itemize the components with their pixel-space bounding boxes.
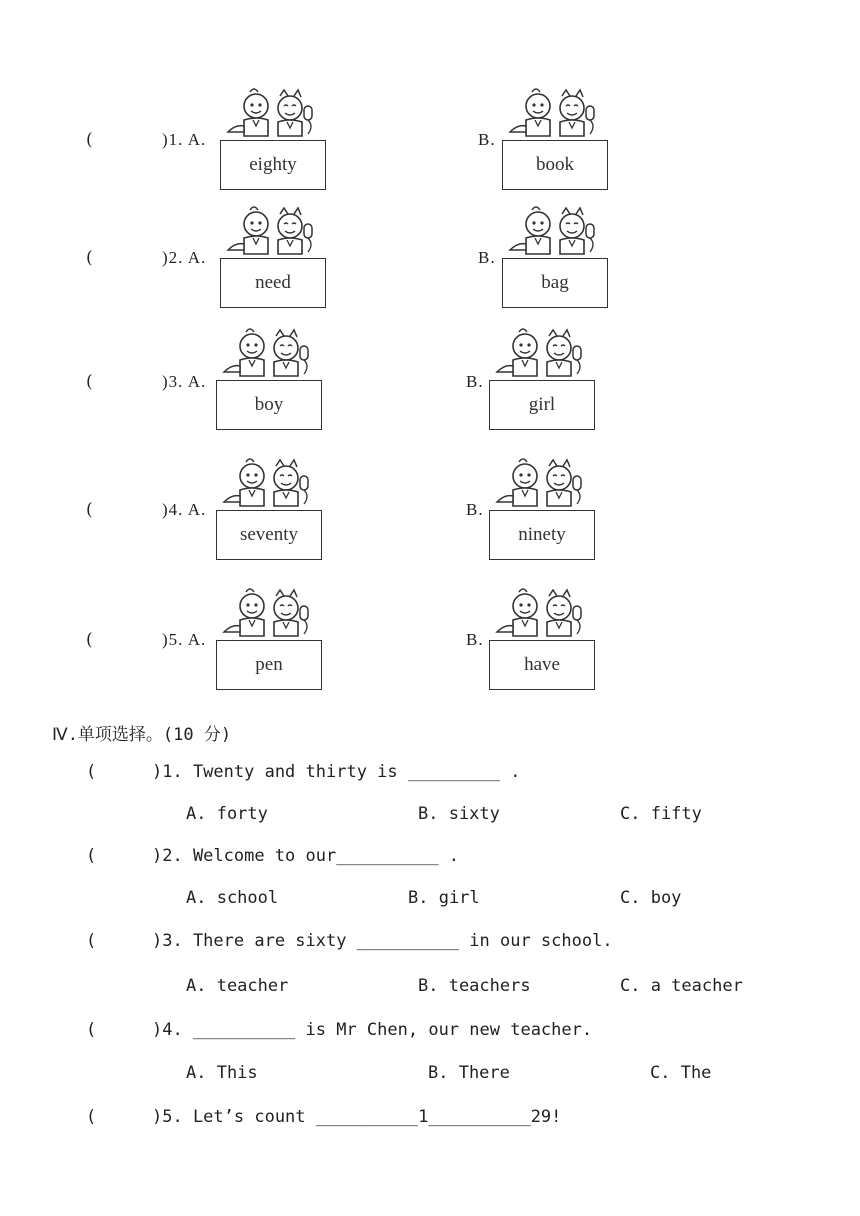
q4-option-b[interactable]: B. There — [428, 1063, 510, 1083]
children-illustration-icon — [489, 456, 595, 512]
item-2-label: )2. A. — [162, 248, 207, 267]
item-4-b-label: B. — [466, 500, 484, 519]
children-illustration-icon — [489, 326, 595, 382]
card-2a-word: need — [220, 258, 326, 308]
card-3b-word: girl — [489, 380, 595, 430]
card-2b-word: bag — [502, 258, 608, 308]
children-illustration-icon — [216, 586, 322, 642]
card-5a-word: pen — [216, 640, 322, 690]
children-illustration-icon — [220, 204, 326, 260]
item-3-b-label: B. — [466, 372, 484, 391]
card-3a[interactable] — [216, 326, 328, 430]
card-1a[interactable] — [220, 86, 332, 190]
card-4b[interactable] — [489, 456, 601, 560]
q2-option-a[interactable]: A. school — [186, 888, 279, 908]
item-1-label: )1. A. — [162, 130, 207, 149]
answer-paren[interactable]: ( — [86, 1107, 97, 1127]
answer-paren[interactable]: ( — [86, 130, 93, 150]
question-1-stem: )1. Twenty and thirty is _________ . — [152, 762, 521, 782]
children-illustration-icon — [220, 86, 326, 142]
item-3-label: )3. A. — [162, 372, 207, 391]
q4-option-a[interactable]: A. This — [186, 1063, 258, 1083]
answer-paren[interactable]: ( — [86, 630, 93, 650]
q1-option-c[interactable]: C. fifty — [620, 804, 702, 824]
q1-option-a[interactable]: A. forty — [186, 804, 268, 824]
q3-option-c[interactable]: C. a teacher — [620, 976, 743, 996]
question-4-stem: )4. __________ is Mr Chen, our new teacher. — [152, 1020, 593, 1040]
question-2-stem: )2. Welcome to our__________ . — [152, 846, 460, 866]
item-5-b-label: B. — [466, 630, 484, 649]
card-2b[interactable] — [502, 204, 614, 308]
card-4a[interactable] — [216, 456, 328, 560]
card-5a[interactable] — [216, 586, 328, 690]
card-5b[interactable] — [489, 586, 601, 690]
item-2-b-label: B. — [478, 248, 496, 267]
q1-option-b[interactable]: B. sixty — [418, 804, 500, 824]
card-1b[interactable] — [502, 86, 614, 190]
card-4a-word: seventy — [216, 510, 322, 560]
children-illustration-icon — [502, 204, 608, 260]
card-3a-word: boy — [216, 380, 322, 430]
question-5-stem: )5. Let’s count __________1__________29! — [152, 1107, 562, 1127]
q3-option-b[interactable]: B. teachers — [418, 976, 531, 996]
item-5-label: )5. A. — [162, 630, 207, 649]
item-1-b-label: B. — [478, 130, 496, 149]
answer-paren[interactable]: ( — [86, 931, 97, 951]
children-illustration-icon — [216, 326, 322, 382]
answer-paren[interactable]: ( — [86, 248, 93, 268]
section-title: Ⅳ.单项选择。(10 分) — [52, 725, 232, 745]
answer-paren[interactable]: ( — [86, 500, 93, 520]
children-illustration-icon — [216, 456, 322, 512]
q2-option-c[interactable]: C. boy — [620, 888, 682, 908]
item-4-label: )4. A. — [162, 500, 207, 519]
question-3-stem: )3. There are sixty __________ in our school. — [152, 931, 613, 951]
q4-option-c[interactable]: C. The — [650, 1063, 712, 1083]
card-1b-word: book — [502, 140, 608, 190]
q2-option-b[interactable]: B. girl — [408, 888, 480, 908]
q3-option-a[interactable]: A. teacher — [186, 976, 289, 996]
card-1a-word: eighty — [220, 140, 326, 190]
card-5b-word: have — [489, 640, 595, 690]
card-4b-word: ninety — [489, 510, 595, 560]
answer-paren[interactable]: ( — [86, 372, 93, 392]
card-3b[interactable] — [489, 326, 601, 430]
children-illustration-icon — [502, 86, 608, 142]
children-illustration-icon — [489, 586, 595, 642]
answer-paren[interactable]: ( — [86, 846, 97, 866]
card-2a[interactable] — [220, 204, 332, 308]
answer-paren[interactable]: ( — [86, 1020, 97, 1040]
answer-paren[interactable]: ( — [86, 762, 97, 782]
